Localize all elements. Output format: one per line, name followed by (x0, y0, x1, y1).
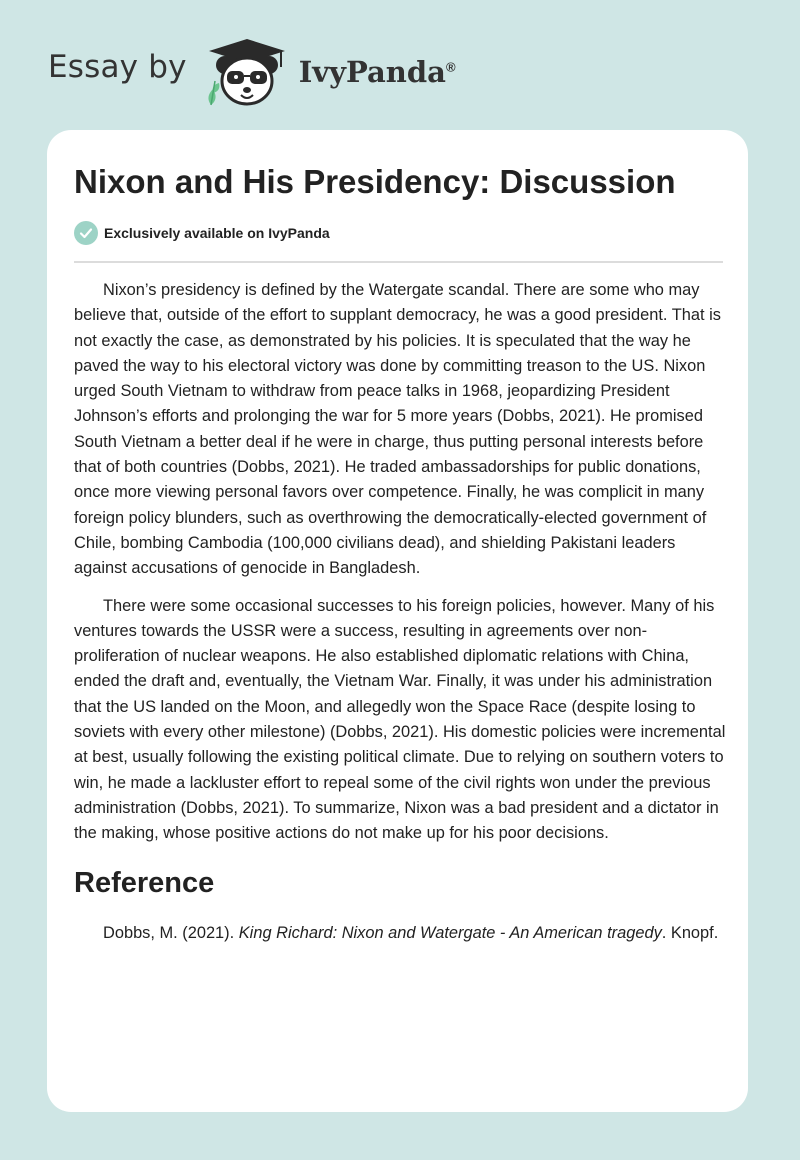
reference-heading: Reference (74, 866, 215, 899)
site-header (48, 36, 548, 106)
body-paragraph: There were some occasional successes to his foreign policies, however. Many of his ventures towards the USSR were a success, resulting in agreements over non-proliferation of nuclear weapons. He also established diplomatic relations with China, ended the draft and, eventually, the Vietnam War. Finally, it was under his administration that the US landed on the Moon, and allegedly won the Space Race (despite losing to soviets with every other milestone) (Dobbs, 2021). His domestic policies were incremental at best, usually following the existing political climate. Due to relying on southern voters to win, he made a lackluster effort to repeal some of the civil rights won under the previous administration (Dobbs, 2021). To summarize, Nixon was a bad president and a dictator in the making, whose positive actions do not make up for his poor decisions. (74, 596, 726, 843)
registered-mark: ® (445, 59, 456, 75)
panda-logo-icon[interactable] (201, 35, 293, 107)
brand-name[interactable] (299, 55, 456, 89)
checkmark-icon (74, 221, 98, 245)
divider (74, 261, 723, 263)
essay-by-label: Essay by (48, 49, 187, 85)
page-title: Nixon and His Presidency: Discussion (74, 163, 676, 200)
essay-card (47, 130, 748, 1112)
reference-entry (74, 921, 726, 946)
brand-text: IvyPanda (298, 55, 446, 89)
reference-suffix: . Knopf. (661, 923, 719, 942)
body-paragraph: Nixon’s presidency is defined by the Watergate scandal. There are some who may believe that, outside of the effort to supplant democracy, he was a good president. That is not exactly the case, as demonstrated by his policies. It is speculated that the way he paved the way to his electoral victory was done by committing treason to the US. Nixon urged South Vietnam to withdraw from peace talks in 1968, jeopardizing President Johnson’s efforts and prolonging the war for 5 more years (Dobbs, 2021). He promised South Vietnam a better deal if he were in charge, thus putting personal interests before that of both countries (Dobbs, 2021). He traded ambassadorships for public donations, once more viewing personal favors over competence. Finally, he was complicit in many foreign policy blunders, such as overthrowing the democratically-elected government of Chile, bombing Cambodia (100,000 civilians dead), and shielding Pakistani leaders against accusations of genocide in Bangladesh. (74, 281, 721, 578)
exclusive-badge-label: Exclusively available on IvyPanda (104, 225, 330, 241)
reference-title: King Richard: Nixon and Watergate - An American tragedy (238, 923, 662, 942)
reference-prefix: Dobbs, M. (2021). (103, 923, 239, 942)
essay-body (74, 278, 726, 958)
exclusive-badge (74, 221, 330, 245)
